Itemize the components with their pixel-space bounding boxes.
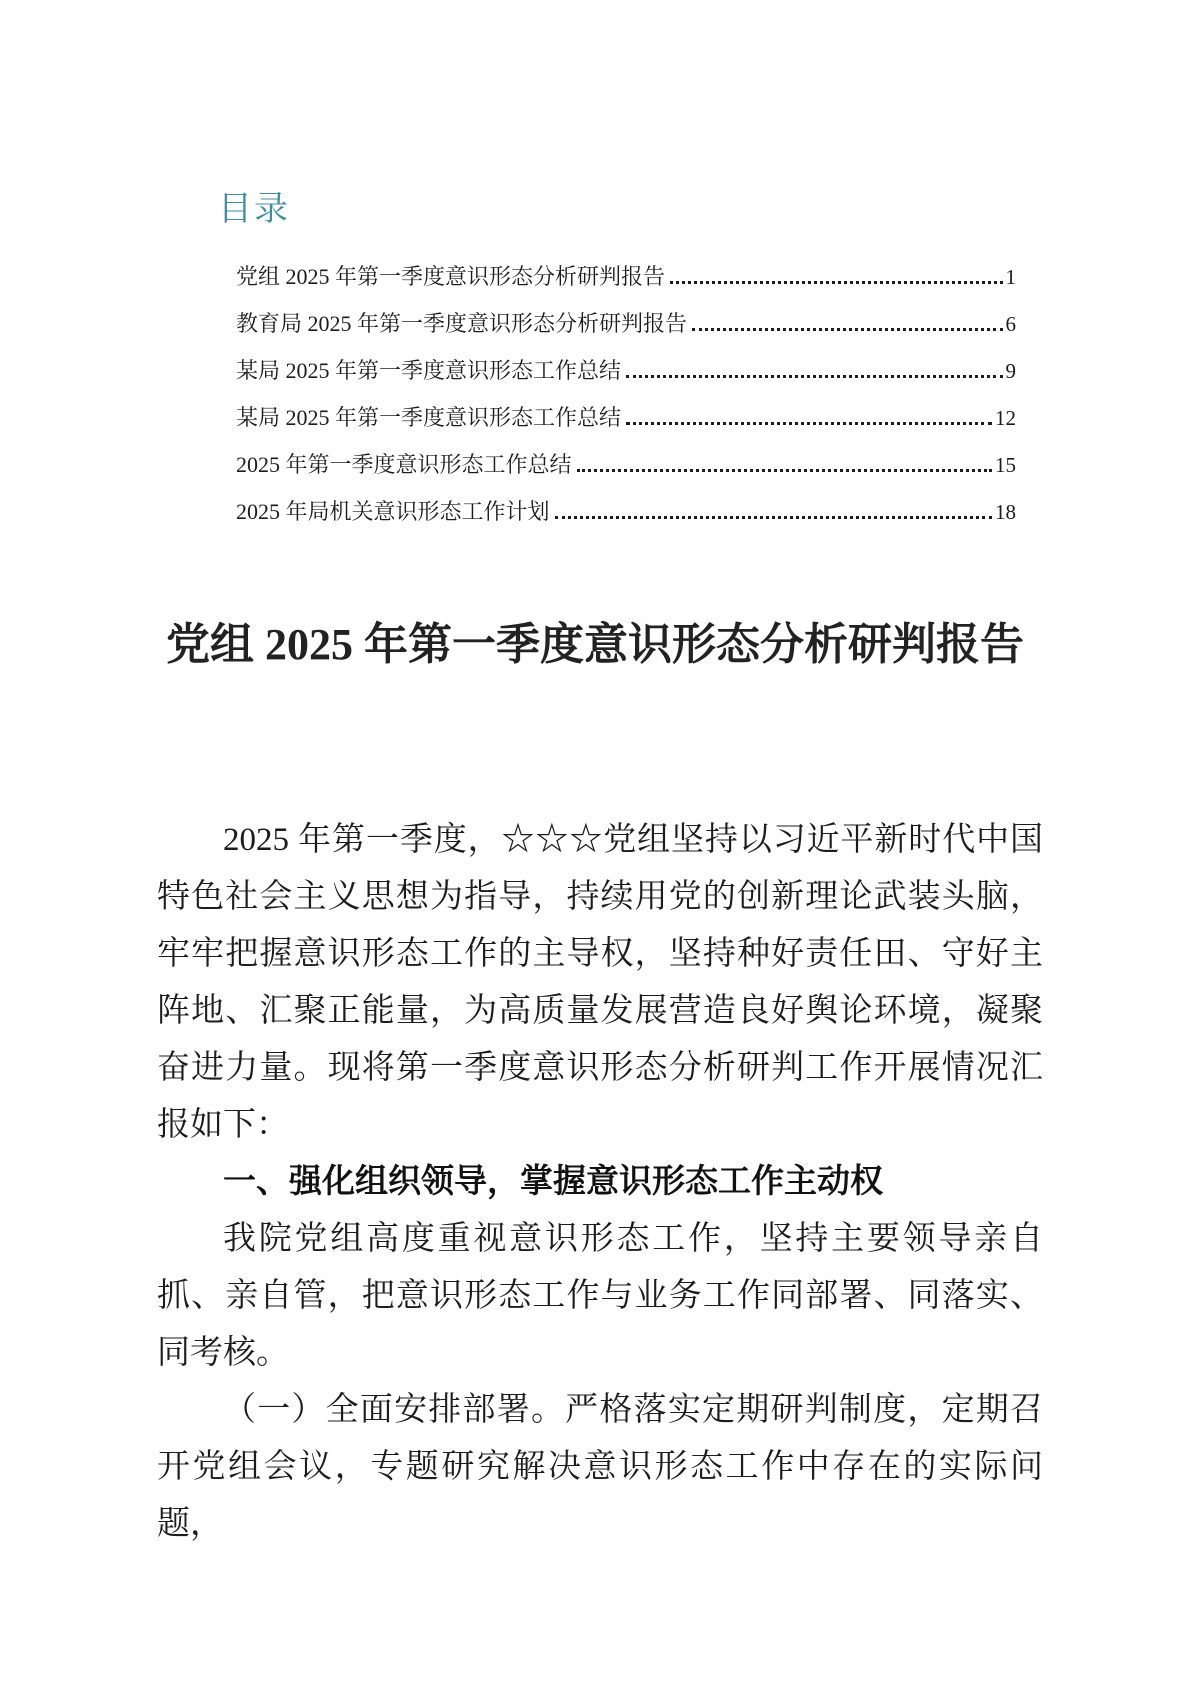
body-paragraph: 我院党组高度重视意识形态工作，坚持主要领导亲自抓、亲自管，把意识形态工作与业务工作同部署、同落实、同考核。: [157, 1221, 1043, 1371]
toc-entry[interactable]: [236, 448, 1016, 495]
toc-dots-leader: [626, 422, 992, 425]
toc-page-number[interactable]: 18: [995, 500, 1016, 524]
toc-entry-title[interactable]: 某局 2025 年第一季度意识形态工作总结: [236, 358, 622, 383]
toc-page-number[interactable]: 1: [1005, 265, 1016, 289]
toc-entry[interactable]: [236, 401, 1016, 448]
toc-page-number[interactable]: 12: [995, 406, 1016, 430]
toc-dots-leader: [692, 328, 1002, 331]
toc-entry[interactable]: [236, 495, 1016, 542]
toc-entry-title[interactable]: 2025 年局机关意识形态工作计划: [236, 499, 550, 524]
toc-page-number[interactable]: 9: [1005, 359, 1016, 383]
toc-dots-leader: [626, 375, 1002, 378]
toc-dots-leader: [555, 516, 992, 519]
toc-entry-title[interactable]: 教育局 2025 年第一季度意识形态分析研判报告: [236, 311, 688, 336]
toc-entry-title[interactable]: 2025 年第一季度意识形态工作总结: [236, 452, 572, 477]
toc-entry-title[interactable]: 党组 2025 年第一季度意识形态分析研判报告: [236, 264, 666, 289]
body-paragraph: 2025 年第一季度，☆☆☆党组坚持以习近平新时代中国特色社会主义思想为指导，持续用党的创新理论武装头脑，牢牢把握意识形态工作的主导权，坚持种好责任田、守好主阵地、汇聚正能量，为高质量发展营造良好舆论环境，凝聚奋进力量。现将第一季度意识形态分析研判工作开展情况汇报如下：: [157, 822, 1043, 1143]
toc-entry-title[interactable]: 某局 2025 年第一季度意识形态工作总结: [236, 405, 622, 430]
document-body: [157, 812, 1043, 1553]
body-paragraph: （一）全面安排部署。严格落实定期研判制度，定期召开党组会议，专题研究解决意识形态工作中存在的实际问题，: [157, 1392, 1043, 1542]
section-heading: 一、强化组织领导，掌握意识形态工作主动权: [223, 1164, 883, 1200]
toc-page-number[interactable]: 6: [1005, 312, 1016, 336]
toc-dots-leader: [670, 281, 1002, 284]
toc-entry[interactable]: [236, 307, 1016, 354]
toc-entry[interactable]: [236, 260, 1016, 307]
toc-heading: 目录: [218, 191, 290, 228]
toc-page-number[interactable]: 15: [995, 453, 1016, 477]
document-title: 党组 2025 年第一季度意识形态分析研判报告: [166, 620, 1024, 669]
toc-dots-leader: [577, 469, 992, 472]
toc-entry[interactable]: [236, 354, 1016, 401]
toc-list: [236, 260, 1016, 542]
